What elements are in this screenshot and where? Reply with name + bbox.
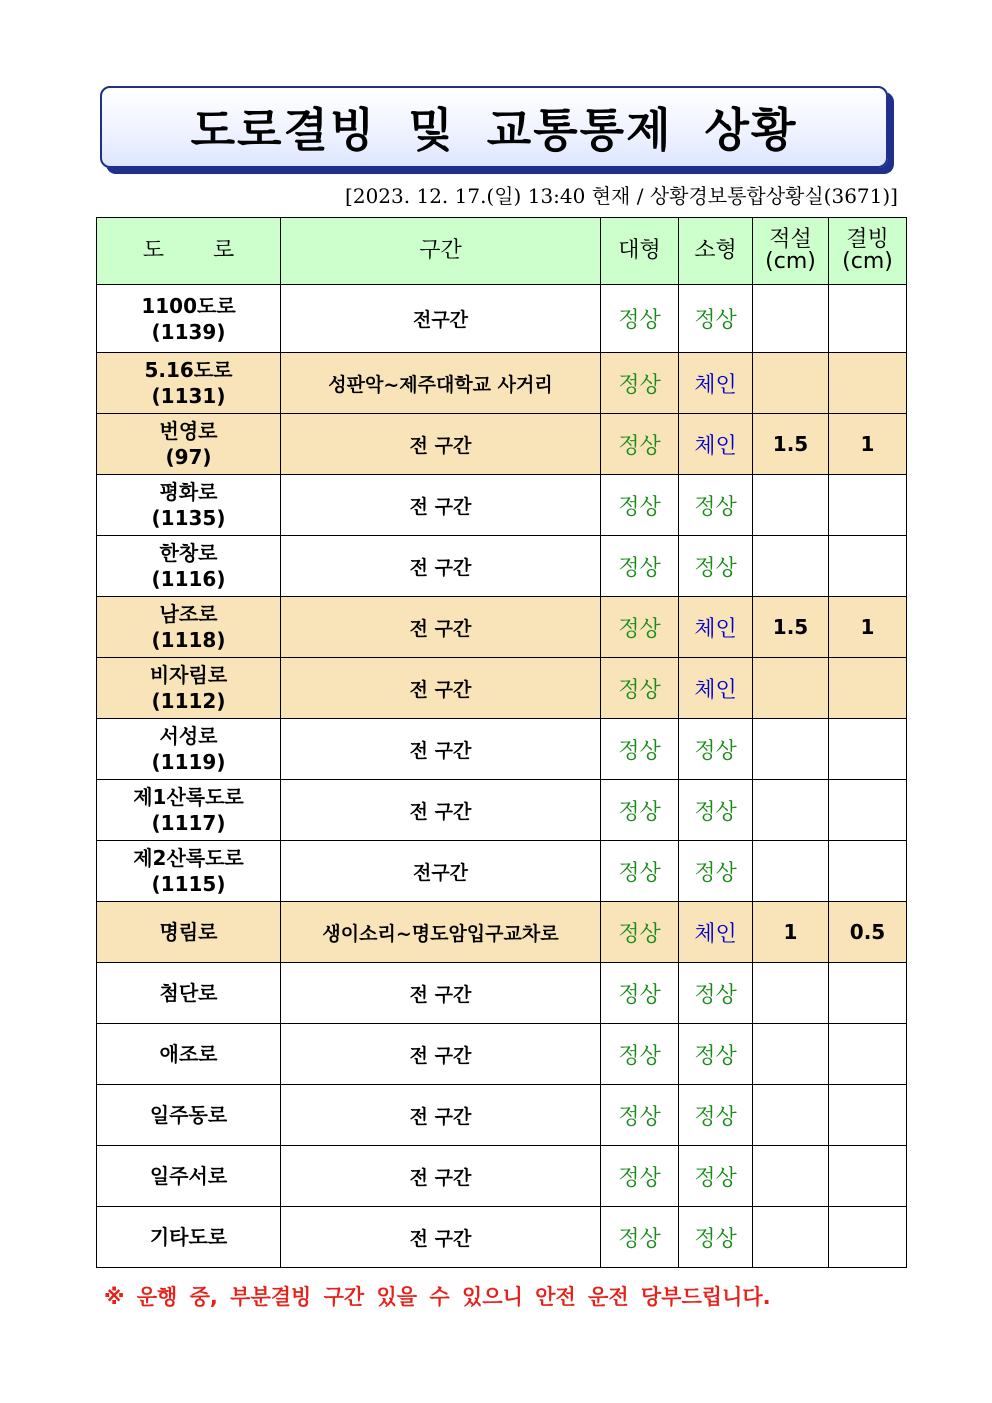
header-large: 대형 — [601, 218, 679, 285]
section-cell: 전 구간 — [281, 536, 601, 597]
large-vehicle-status: 정상 — [601, 285, 679, 353]
small-vehicle-status: 정상 — [679, 536, 753, 597]
table-row — [97, 285, 907, 353]
section-cell: 전 구간 — [281, 780, 601, 841]
road-cell — [97, 475, 281, 536]
section-cell: 전 구간 — [281, 597, 601, 658]
snow-cell — [753, 475, 829, 536]
ice-cell — [829, 1024, 907, 1085]
table-row — [97, 902, 907, 963]
ice-cell — [829, 1085, 907, 1146]
header-road: 도 로 — [97, 218, 281, 285]
snow-cell — [753, 963, 829, 1024]
large-vehicle-status: 정상 — [601, 353, 679, 414]
road-name: 번영로 — [159, 419, 218, 443]
road-name: 1100도로 — [141, 293, 236, 318]
snow-cell — [753, 536, 829, 597]
ice-cell — [829, 1146, 907, 1207]
road-name: 일주동로 — [149, 1103, 228, 1127]
road-cell — [97, 597, 281, 658]
large-vehicle-status: 정상 — [601, 658, 679, 719]
large-vehicle-status: 정상 — [601, 902, 679, 963]
ice-cell: 1 — [829, 597, 907, 658]
section-cell: 전구간 — [281, 285, 601, 353]
safety-notice: ※ 운행 중, 부분결빙 구간 있을 수 있으니 안전 운전 당부드립니다. — [104, 1285, 771, 1309]
snow-cell — [753, 841, 829, 902]
snow-cell — [753, 719, 829, 780]
ice-cell: 0.5 — [829, 902, 907, 963]
table-row — [97, 1207, 907, 1268]
header-snow — [753, 218, 829, 285]
table-row — [97, 841, 907, 902]
section-cell: 전 구간 — [281, 1146, 601, 1207]
road-cell — [97, 1207, 281, 1268]
table-row — [97, 536, 907, 597]
section-cell: 전 구간 — [281, 1207, 601, 1268]
small-vehicle-status: 정상 — [679, 780, 753, 841]
road-name: 기타도로 — [149, 1225, 228, 1249]
small-vehicle-status: 체인 — [679, 658, 753, 719]
page-title: 도로결빙 및 교통통제 상황 — [190, 103, 798, 157]
ice-cell — [829, 475, 907, 536]
road-cell — [97, 780, 281, 841]
section-cell: 성판악~제주대학교 사거리 — [281, 353, 601, 414]
road-name: 제2산록도로 — [133, 846, 244, 870]
large-vehicle-status: 정상 — [601, 719, 679, 780]
section-cell: 전 구간 — [281, 963, 601, 1024]
header-snow-unit: (cm) — [765, 249, 816, 274]
road-cell — [97, 963, 281, 1024]
road-cell — [97, 1085, 281, 1146]
table-row — [97, 475, 907, 536]
small-vehicle-status: 정상 — [679, 841, 753, 902]
small-vehicle-status: 정상 — [679, 1024, 753, 1085]
road-name: 서성로 — [159, 724, 218, 748]
small-vehicle-status: 체인 — [679, 414, 753, 475]
section-cell: 전 구간 — [281, 1085, 601, 1146]
large-vehicle-status: 정상 — [601, 414, 679, 475]
road-code: (1112) — [151, 689, 226, 713]
ice-cell — [829, 658, 907, 719]
small-vehicle-status: 정상 — [679, 1085, 753, 1146]
ice-cell — [829, 841, 907, 902]
small-vehicle-status: 정상 — [679, 963, 753, 1024]
large-vehicle-status: 정상 — [601, 780, 679, 841]
table-row — [97, 719, 907, 780]
road-name: 비자림로 — [149, 663, 228, 687]
small-vehicle-status: 정상 — [679, 475, 753, 536]
large-vehicle-status: 정상 — [601, 1207, 679, 1268]
snow-cell — [753, 780, 829, 841]
table-row — [97, 1085, 907, 1146]
ice-cell — [829, 536, 907, 597]
report-timestamp: [2023. 12. 17.(일) 13:40 현재 / 상황경보통합상황실(3671)] — [345, 184, 898, 208]
snow-cell: 1 — [753, 902, 829, 963]
title-banner — [100, 86, 888, 168]
road-code: (1115) — [151, 872, 226, 896]
road-status-table — [96, 217, 907, 1268]
road-cell — [97, 841, 281, 902]
road-name: 5.16도로 — [144, 358, 233, 382]
small-vehicle-status: 정상 — [679, 1207, 753, 1268]
table-row — [97, 1024, 907, 1085]
snow-cell — [753, 1024, 829, 1085]
road-name: 일주서로 — [149, 1164, 228, 1188]
header-snow-label: 적설 — [769, 227, 812, 252]
table-row — [97, 353, 907, 414]
large-vehicle-status: 정상 — [601, 536, 679, 597]
section-cell: 전 구간 — [281, 475, 601, 536]
table-row — [97, 658, 907, 719]
small-vehicle-status: 정상 — [679, 1146, 753, 1207]
large-vehicle-status: 정상 — [601, 1024, 679, 1085]
section-cell: 전 구간 — [281, 658, 601, 719]
section-cell: 생이소리~명도암입구교차로 — [281, 902, 601, 963]
ice-cell — [829, 353, 907, 414]
road-code: (1119) — [151, 750, 226, 774]
section-cell: 전 구간 — [281, 414, 601, 475]
road-code: (1118) — [151, 628, 226, 652]
road-cell — [97, 285, 281, 353]
road-name: 명림로 — [159, 920, 218, 944]
road-cell — [97, 353, 281, 414]
ice-cell — [829, 285, 907, 353]
road-code: (1116) — [151, 567, 226, 591]
road-code: (1139) — [151, 319, 226, 344]
road-code: (1135) — [151, 506, 226, 530]
ice-cell — [829, 1207, 907, 1268]
road-name: 제1산록도로 — [133, 785, 244, 809]
small-vehicle-status: 체인 — [679, 902, 753, 963]
ice-cell — [829, 963, 907, 1024]
large-vehicle-status: 정상 — [601, 597, 679, 658]
header-section: 구간 — [281, 218, 601, 285]
road-code: (97) — [165, 445, 212, 469]
snow-cell — [753, 285, 829, 353]
table-row — [97, 780, 907, 841]
road-cell — [97, 658, 281, 719]
table-header-row — [97, 218, 907, 285]
small-vehicle-status: 정상 — [679, 285, 753, 353]
section-cell: 전구간 — [281, 841, 601, 902]
road-name: 첨단로 — [159, 981, 218, 1005]
snow-cell — [753, 658, 829, 719]
header-ice-unit: (cm) — [842, 249, 893, 274]
header-ice-label: 결빙 — [846, 227, 889, 252]
table-row — [97, 414, 907, 475]
snow-cell — [753, 1085, 829, 1146]
road-name: 애조로 — [159, 1042, 218, 1066]
road-cell — [97, 536, 281, 597]
large-vehicle-status: 정상 — [601, 1146, 679, 1207]
small-vehicle-status: 체인 — [679, 597, 753, 658]
road-cell — [97, 1146, 281, 1207]
table-row — [97, 597, 907, 658]
table-row — [97, 1146, 907, 1207]
small-vehicle-status: 정상 — [679, 719, 753, 780]
header-ice — [829, 218, 907, 285]
large-vehicle-status: 정상 — [601, 1085, 679, 1146]
snow-cell — [753, 1207, 829, 1268]
large-vehicle-status: 정상 — [601, 841, 679, 902]
road-name: 평화로 — [159, 480, 218, 504]
large-vehicle-status: 정상 — [601, 963, 679, 1024]
snow-cell: 1.5 — [753, 597, 829, 658]
road-name: 한창로 — [159, 541, 218, 565]
snow-cell — [753, 353, 829, 414]
road-cell — [97, 1024, 281, 1085]
road-cell — [97, 414, 281, 475]
ice-cell — [829, 780, 907, 841]
snow-cell: 1.5 — [753, 414, 829, 475]
small-vehicle-status: 체인 — [679, 353, 753, 414]
road-cell — [97, 902, 281, 963]
road-name: 남조로 — [159, 602, 218, 626]
large-vehicle-status: 정상 — [601, 475, 679, 536]
ice-cell — [829, 719, 907, 780]
road-cell — [97, 719, 281, 780]
road-code: (1117) — [151, 811, 226, 835]
table-row — [97, 963, 907, 1024]
section-cell: 전 구간 — [281, 1024, 601, 1085]
ice-cell: 1 — [829, 414, 907, 475]
section-cell: 전 구간 — [281, 719, 601, 780]
snow-cell — [753, 1146, 829, 1207]
road-code: (1131) — [151, 384, 226, 408]
header-small: 소형 — [679, 218, 753, 285]
